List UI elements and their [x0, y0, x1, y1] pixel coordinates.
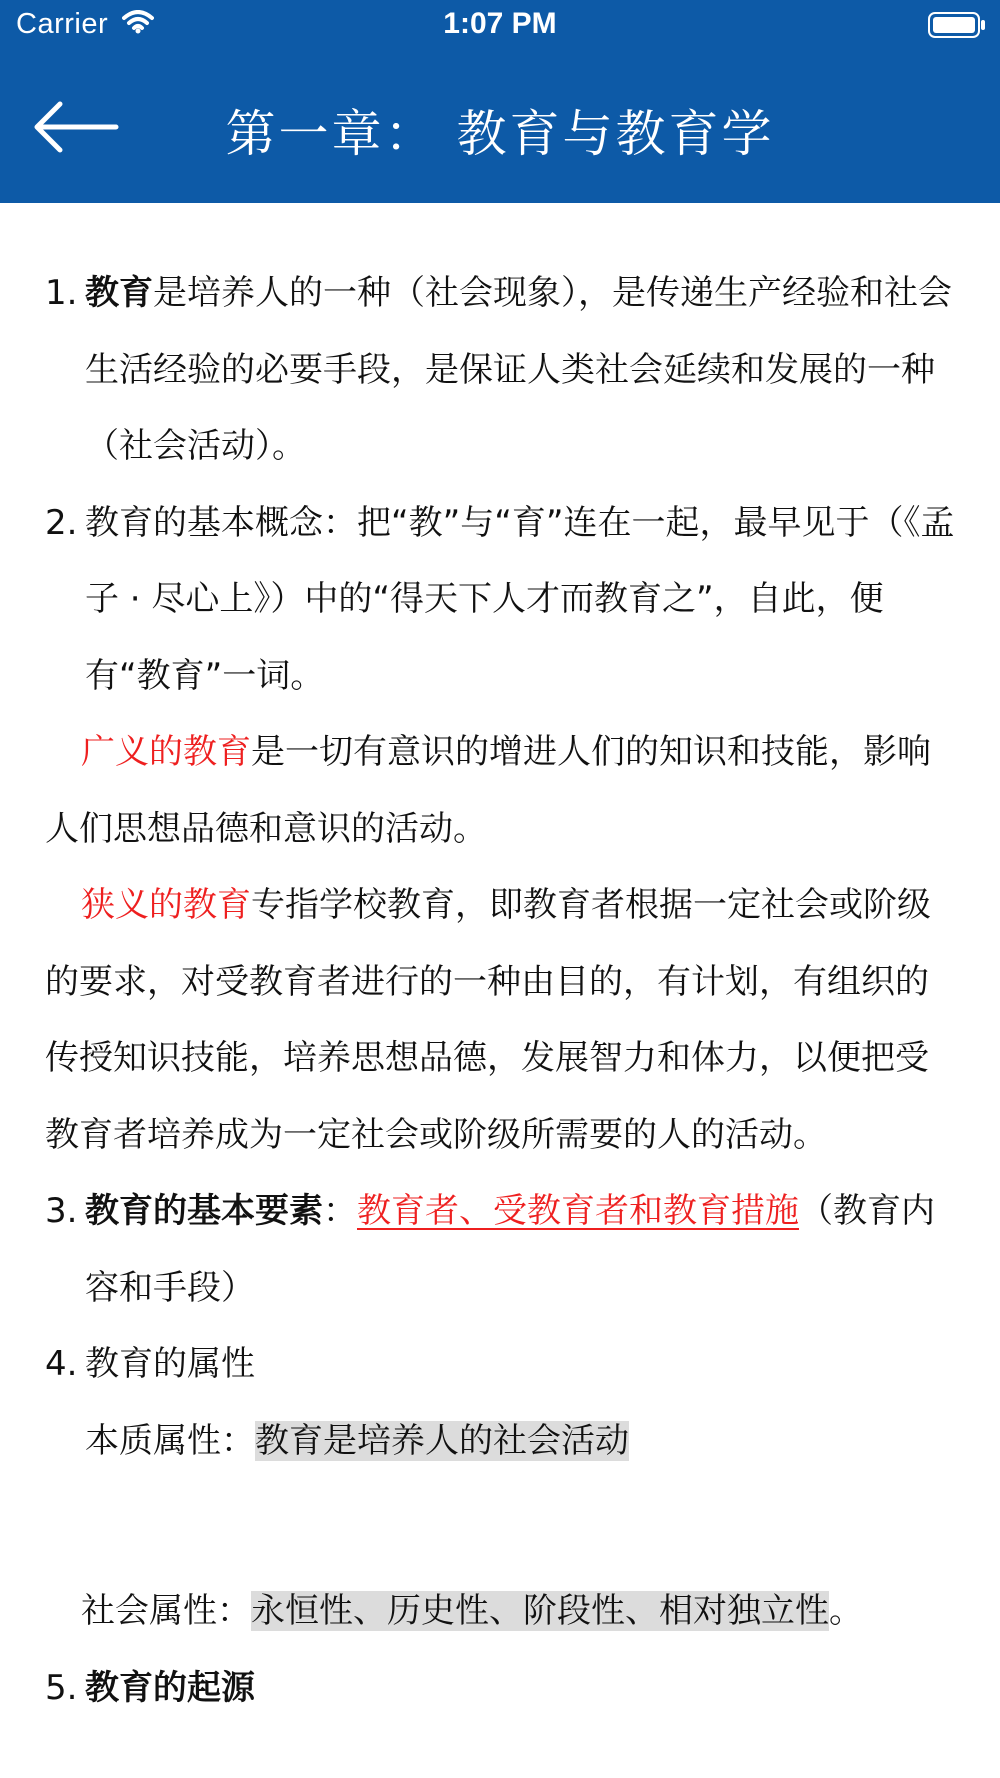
item-number: 2. [45, 502, 78, 543]
list-item-2 [45, 485, 960, 715]
attribute-label: 本质属性： [85, 1420, 255, 1461]
navigation-bar [0, 50, 1000, 203]
paragraph-narrow-education [45, 867, 960, 1173]
highlighted-text: 永恒性、历史性、阶段性、相对独立性 [251, 1591, 829, 1631]
battery-icon [928, 12, 986, 43]
elements-link[interactable]: 教育者、受教育者和教育措施 [357, 1191, 799, 1231]
term-education: 教育 [85, 273, 153, 313]
status-bar [0, 0, 1000, 50]
list-item-4 [45, 1326, 960, 1403]
carrier-label: Carrier [16, 8, 109, 40]
list-item-3 [45, 1173, 960, 1326]
paragraph-text: 是一切有意识的增进人们的知识和技能，影响人们思想品德和意识的活动。 [45, 732, 931, 849]
essence-attribute [45, 1403, 960, 1480]
item-text: （教育内容和手段） [85, 1191, 935, 1308]
spacer [45, 1479, 960, 1573]
term-basic-elements: 教育的基本要素 [85, 1191, 323, 1231]
term-broad-education: 广义的教育 [81, 732, 251, 772]
period: 。 [829, 1591, 863, 1631]
item-text: 教育的属性 [85, 1344, 255, 1384]
colon: ： [323, 1191, 357, 1231]
highlighted-text: 教育是培养人的社会活动 [255, 1420, 629, 1461]
list-item-1 [45, 255, 960, 485]
term-narrow-education: 狭义的教育 [81, 885, 251, 925]
chapter-content [45, 255, 960, 1726]
item-text: 是培养人的一种（社会现象），是传递生产经验和社会生活经验的必要手段，是保证人类社会延续和发展的一种（社会活动）。 [85, 273, 952, 466]
item-number: 4. [45, 1344, 78, 1384]
list-item-5 [45, 1650, 960, 1727]
attribute-label: 社会属性： [81, 1591, 251, 1631]
page-title: 第一章： 教育与教育学 [225, 105, 775, 163]
clock: 1:07 PM [443, 7, 557, 40]
paragraph-text: 专指学校教育，即教育者根据一定社会或阶级的要求，对受教育者进行的一种由目的，有计划，有组织的传授知识技能，培养思想品德，发展智力和体力，以便把受教育者培养成为一定社会或阶级所需要的人的活动。 [45, 885, 931, 1155]
paragraph-broad-education [45, 714, 960, 867]
item-number: 5. [45, 1667, 78, 1708]
term-origin: 教育的起源 [85, 1667, 255, 1708]
item-number: 1. [45, 273, 78, 313]
social-attribute [45, 1573, 960, 1650]
item-text: 教育的基本概念：把“教”与“育”连在一起，最早见于（《孟子 · 尽心上》）中的“得天下人才而教育之”，自此，便有“教育”一词。 [85, 502, 955, 696]
item-number: 3. [45, 1191, 78, 1231]
